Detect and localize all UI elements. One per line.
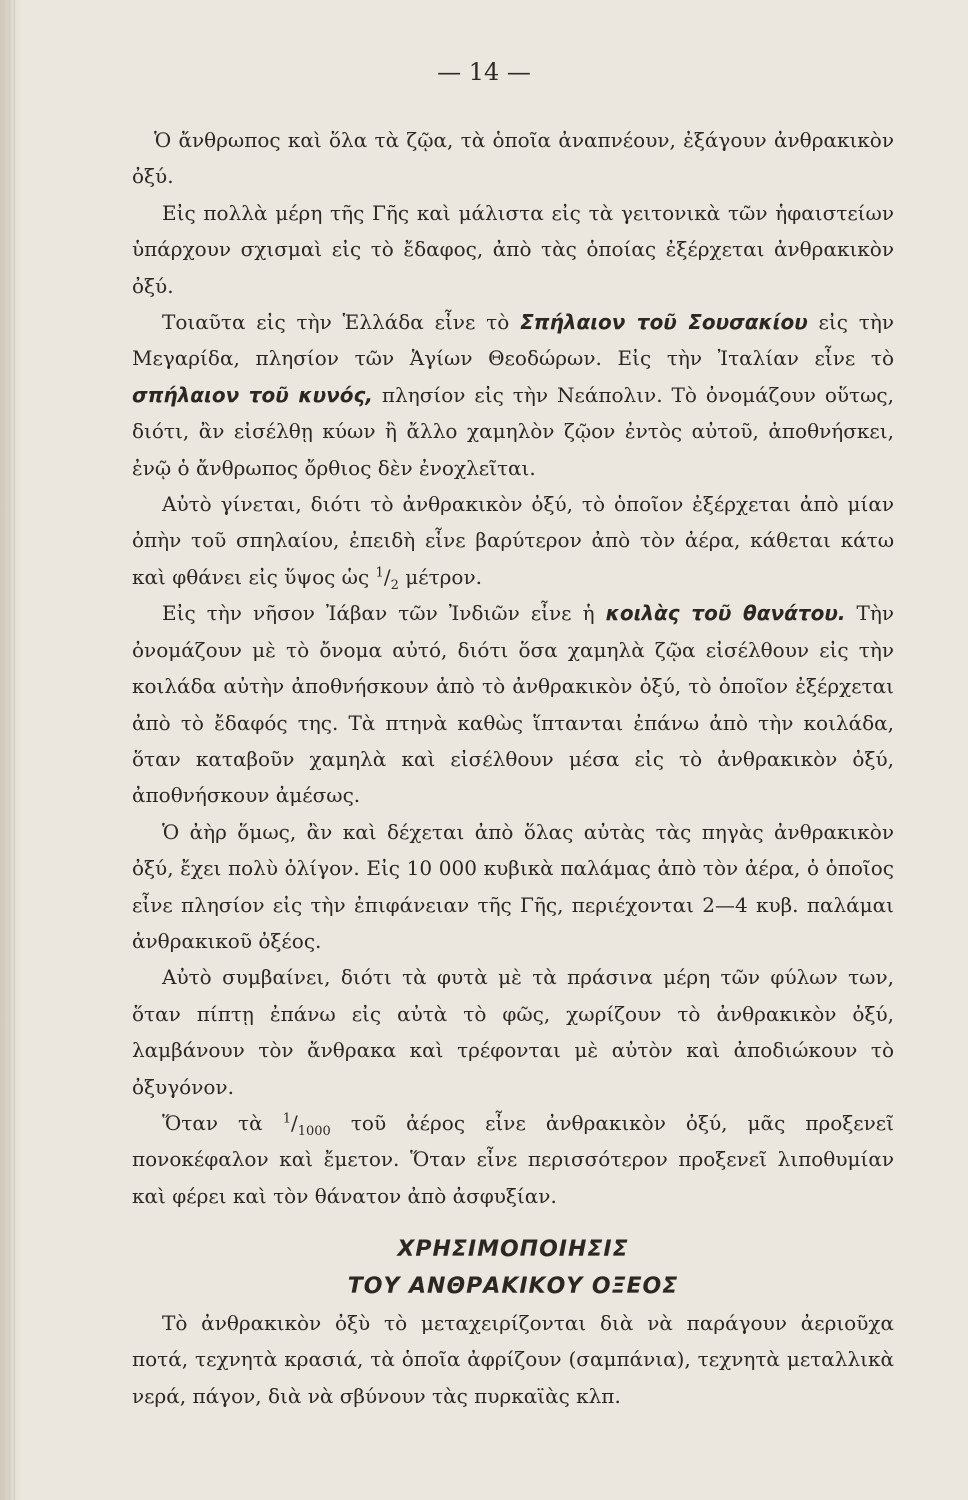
page-body bbox=[132, 122, 894, 1414]
paragraph-text: Τὴν ὀνομάζουν μὲ τὸ ὄνομα αὐτό, διότι ὅσα χαμηλὰ ζῷα εἰσέλθουν εἰς τὴν κοιλάδα αὐτὴν ἀποθνήσκουν ἀπὸ τὸ ἀνθρακικὸν ὀξύ, τὸ ὁποῖον ἐξέρχεται ἀπὸ τὸ ἔδαφός της. Τὰ πτηνὰ καθὼς ἵπτανται ἐπάνω ἀπὸ τὴν κοιλάδα, ὅταν καταβοῦν χαμηλὰ καὶ εἰσέλθουν μέσα εἰς τὸ ἀνθρακικὸν ὀξύ, ἀποθνήσκουν ἀμέσως. bbox=[132, 601, 894, 808]
paragraph-7 bbox=[132, 959, 894, 1105]
paragraph-text: Εἰς τὴν νῆσον Ἰάβαν τῶν Ἰνδιῶν εἶνε ἡ bbox=[162, 601, 606, 626]
paragraph-text: Αὐτὸ γίνεται, διότι τὸ ἀνθρακικὸν ὀξύ, τὸ ὁποῖον ἐξέρχεται ἀπὸ μίαν ὀπὴν τοῦ σπηλαίου, ἐπειδὴ εἶνε βαρύτερον ἀπὸ τὸν ἀέρα, κάθεται κάτω καὶ φθάνει εἰς ὕψος ὡς bbox=[132, 492, 894, 589]
paragraph-text: Εἰς πολλὰ μέρη τῆς Γῆς καὶ μάλιστα εἰς τὰ γειτονικὰ τῶν ἡφαιστείων ὑπάρχουν σχισμαὶ εἰς τὸ ἔδαφος, ἀπὸ τὰς ὁποίας ἐξέρχεται ἀνθρακικὸν ὀξύ. bbox=[132, 200, 894, 298]
page-edge-line bbox=[9, 0, 10, 1500]
fraction-slash: / bbox=[383, 564, 391, 589]
emphasis-term: Σπήλαιον τοῦ Σουσακίου bbox=[520, 310, 808, 335]
paragraph-3 bbox=[132, 304, 894, 486]
fraction-slash: / bbox=[290, 1110, 298, 1135]
paragraph-text: Ὁ ἄνθρωπος καὶ ὅλα τὰ ζῷα, τὰ ὁποῖα ἀναπνέουν, ἐξάγουν ἀνθρακικὸν ὀξύ. bbox=[132, 128, 894, 189]
paragraph-text: Ὁ ἀὴρ ὅμως, ἂν καὶ δέχεται ἀπὸ ὅλας αὐτὰς τὰς πηγὰς ἀνθρακικὸν ὀξύ, ἔχει πολὺ ὀλίγον. Εἰς 10 000 κυβικὰ παλάμας ἀπὸ τὸν ἀέρα, ὁ ὁποῖος εἶνε πλησίον εἰς τὴν ἐπιφάνειαν τῆς Γῆς, περιέχονται 2—4 κυβ. παλάμαι ἀνθρακικοῦ ὀξέος. bbox=[132, 819, 894, 953]
paragraph-1 bbox=[132, 122, 894, 195]
paragraph-text: Ὅταν τὰ bbox=[162, 1110, 283, 1135]
paragraph-text: Τοιαῦτα εἰς τὴν Ἑλλάδα εἶνε τὸ bbox=[162, 310, 521, 335]
paragraph-8 bbox=[132, 1105, 894, 1214]
paragraph-4 bbox=[132, 486, 894, 595]
paragraph-text: τοῦ ἀέρος εἶνε ἀνθρακικὸν ὀξύ, μᾶς προξενεῖ πονοκέφαλον καὶ ἔμετον. Ὅταν εἶνε περισσότερον προξενεῖ λιποθυμίαν καὶ φέρει καὶ τὸν θάνατον ἀπὸ ἀσφυξίαν. bbox=[132, 1110, 894, 1208]
fraction-numerator: 1 bbox=[282, 1111, 291, 1127]
paragraph-6 bbox=[132, 814, 894, 960]
emphasis-term: σπήλαιον τοῦ κυνός, bbox=[132, 382, 373, 407]
section-heading-line-2: ΤΟΥ ΑΝΘΡΑΚΙΚΟΥ ΟΞΕΟΣ bbox=[347, 1273, 679, 1299]
paragraph-text: Αὐτὸ συμβαίνει, διότι τὰ φυτὰ μὲ τὰ πράσινα μέρη τῶν φύλων των, ὅταν πίπτῃ ἐπάνω εἰς αὐτὰ τὸ φῶς, χωρίζουν τὸ ἀνθρακικὸν ὀξύ, λαμβάνουν τὸν ἄνθρακα καὶ τρέφονται μὲ αὐτὸν καὶ ἀποδιώκουν τὸ ὀξυγόνον. bbox=[132, 965, 894, 1099]
paragraph-text: πλησίον εἰς τὴν Νεάπολιν. Τὸ ὀνομάζουν οὕτως, διότι, ἂν εἰσέλθῃ κύων ἢ ἄλλο χαμηλὸν ζῷον ἐντὸς αὐτοῦ, ἀποθνήσκει, ἐνῷ ὁ ἄνθρωπος ὄρθιος δὲν ἐνοχλεῖται. bbox=[132, 382, 894, 480]
closing-paragraph bbox=[132, 1305, 894, 1414]
emphasis-term: κοιλὰς τοῦ θανάτου. bbox=[605, 601, 846, 626]
fraction-numerator: 1 bbox=[375, 565, 384, 581]
section-heading-line-1: ΧΡΗΣΙΜΟΠΟΙΗΣΙΣ bbox=[397, 1237, 629, 1263]
paragraph-text: εἰς τὴν Μεγαρίδα, πλησίον τῶν Ἁγίων Θεοδώρων. Εἰς τὴν Ἰταλίαν εἶνε τὸ bbox=[132, 310, 894, 371]
paragraph-text: Τὸ ἀνθρακικὸν ὀξὺ τὸ μεταχειρίζονται διὰ νὰ παράγουν ἀεριοῦχα ποτά, τεχνητὰ κρασιά, τὰ ὁποῖα ἀφρίζουν (σαμπάνια), τεχνητὰ μεταλλικὰ νερά, πάγον, διὰ νὰ σβύνουν τὰς πυρκαϊὰς κλπ. bbox=[132, 1311, 894, 1408]
fraction-denominator: 2 bbox=[390, 577, 399, 593]
page-edge-line bbox=[14, 0, 15, 1500]
fraction-denominator: 1000 bbox=[297, 1123, 331, 1139]
page-edge-line bbox=[4, 0, 5, 1500]
paragraph-2 bbox=[132, 195, 894, 304]
paragraph-text: μέτρον. bbox=[398, 564, 482, 589]
page-number: — 14 — bbox=[437, 58, 531, 86]
paragraph-5 bbox=[132, 595, 894, 813]
